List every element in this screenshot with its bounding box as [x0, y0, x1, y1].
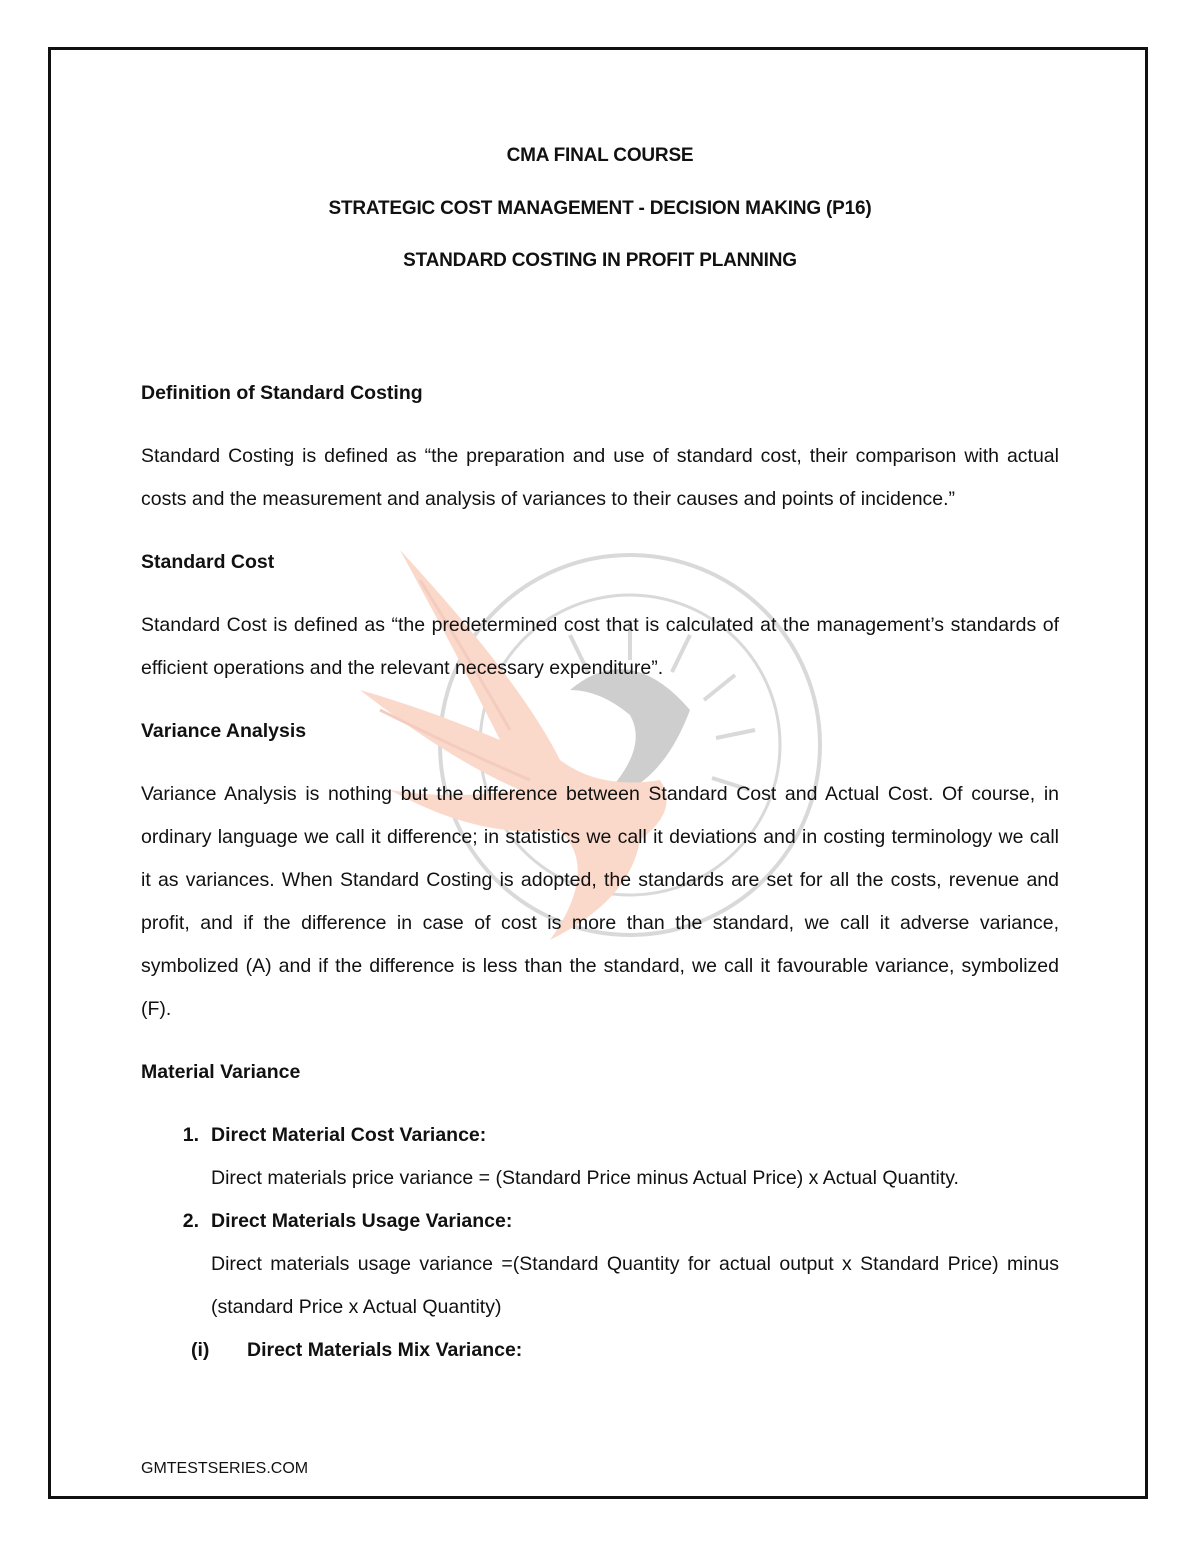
section-heading-standard-cost: Standard Cost — [141, 551, 275, 573]
list-item-title: Direct Materials Usage Variance: — [211, 1210, 513, 1232]
standard-cost-paragraph: Standard Cost is defined as “the predetermined cost that is calculated at the management’s standards of efficient operations and the relevant necessary expenditure”. — [141, 614, 1059, 679]
list-item-text: Direct materials price variance = (Standard Price minus Actual Price) x Actual Quantity. — [211, 1167, 959, 1189]
list-item — [141, 1200, 1059, 1329]
list-number: 1. — [182, 1124, 199, 1146]
section-heading-material-variance: Material Variance — [141, 1061, 301, 1083]
footer-website: GMTESTSERIES.COM — [141, 1460, 309, 1477]
list-number: 2. — [182, 1210, 199, 1232]
course-title: CMA FINAL COURSE — [506, 145, 694, 166]
subject-title: STRATEGIC COST MANAGEMENT - DECISION MAKING (P16) — [328, 198, 872, 219]
list-item-title: Direct Material Cost Variance: — [211, 1124, 487, 1146]
list-item — [141, 1114, 1059, 1200]
section-heading-definition: Definition of Standard Costing — [141, 382, 423, 404]
list-item-text: Direct materials usage variance =(Standard Quantity for actual output x Standard Price) minus (standard Price x Actual Quantity) — [211, 1253, 1059, 1318]
document-body — [141, 372, 1059, 1372]
chapter-title: STANDARD COSTING IN PROFIT PLANNING — [403, 250, 797, 271]
variance-analysis-paragraph: Variance Analysis is nothing but the difference between Standard Cost and Actual Cost. Of course, in ordinary language we call it difference; in statistics we call it deviations and in costing terminology we call it as variances. When Standard Costing is adopted, the standards are set for all the costs, revenue and profit, and if the difference in case of cost is more than the standard, we call it adverse variance, symbolized (A) and if the difference is less than the standard, we call it favourable variance, symbolized (F). — [141, 783, 1059, 1020]
definition-paragraph: Standard Costing is defined as “the preparation and use of standard cost, their comparison with actual costs and the measurement and analysis of variances to their causes and points of incidence.” — [141, 445, 1059, 510]
section-heading-variance-analysis: Variance Analysis — [141, 720, 307, 742]
sub-list-item — [141, 1329, 1059, 1372]
sub-list-number: (i) — [191, 1339, 210, 1361]
sub-list-title: Direct Materials Mix Variance: — [247, 1339, 523, 1361]
